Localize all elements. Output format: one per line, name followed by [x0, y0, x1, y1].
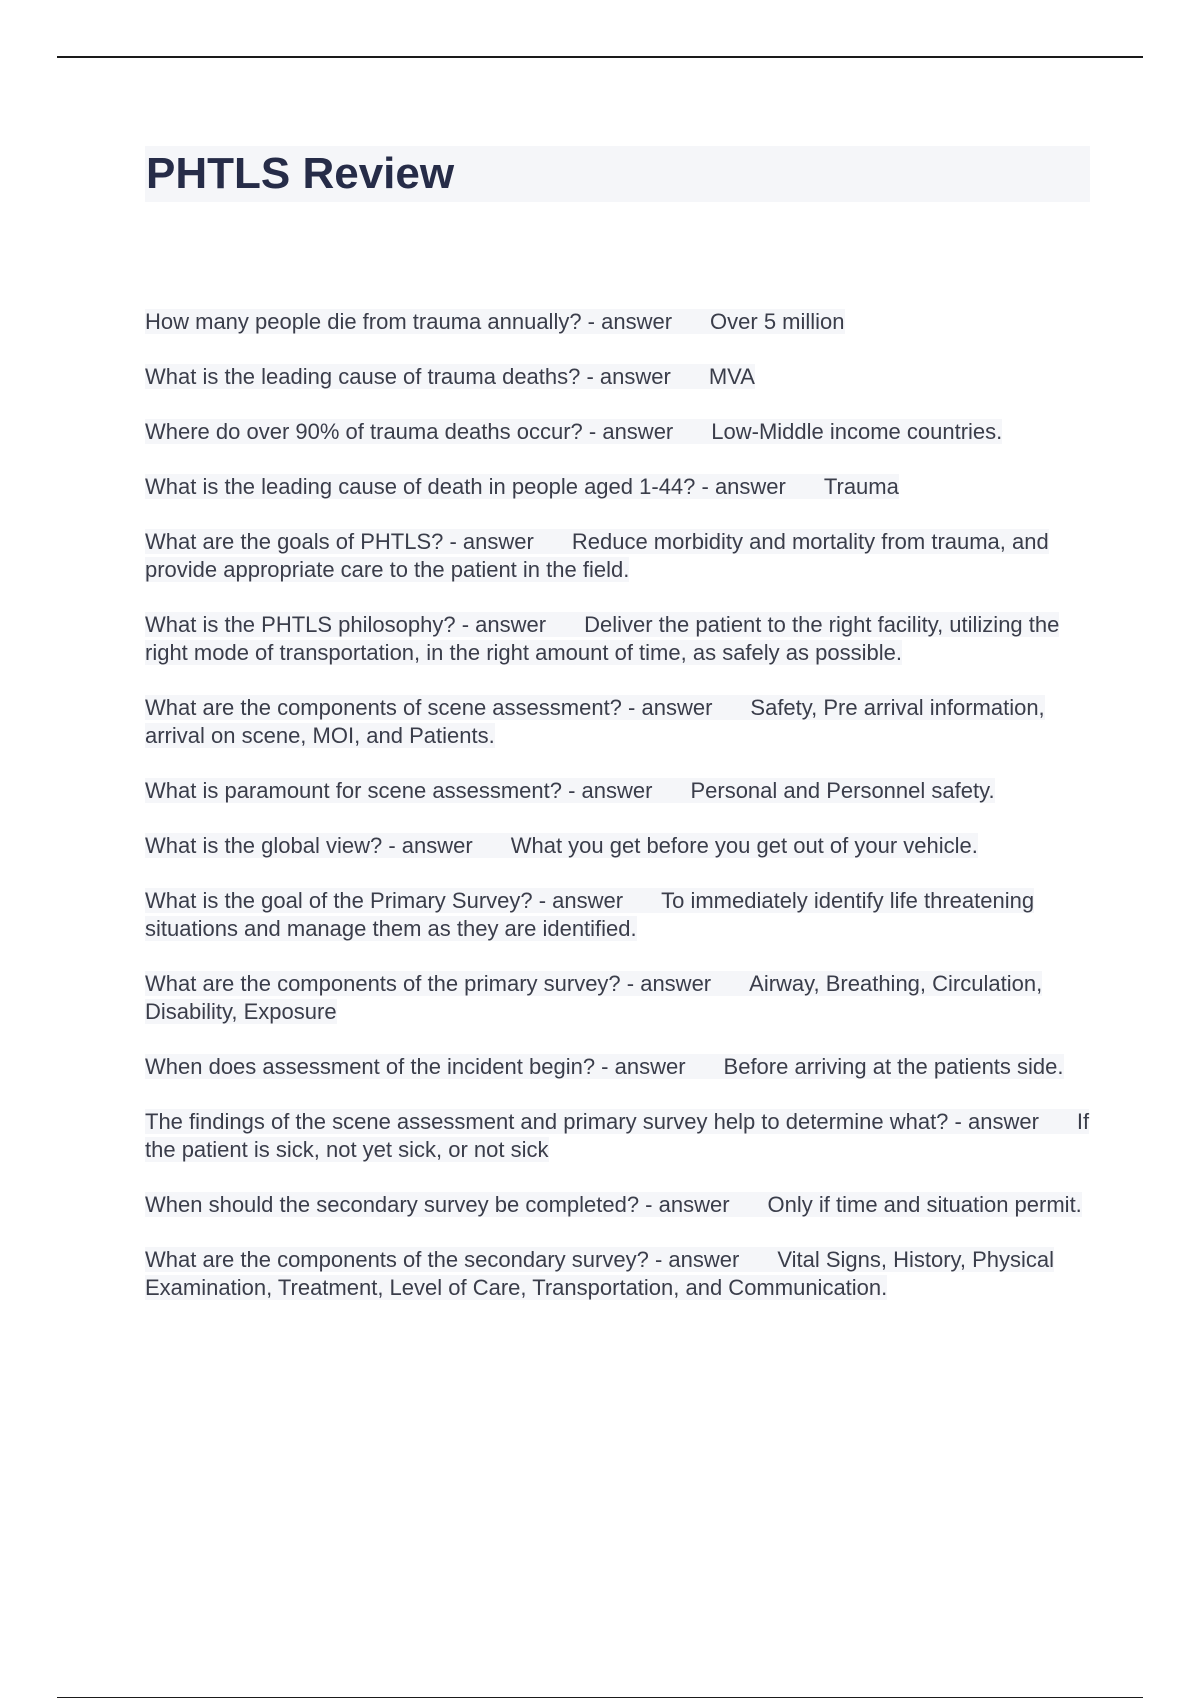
- question-text: What is the PHTLS philosophy? - answer: [145, 612, 547, 637]
- question-text: What is the leading cause of death in people aged 1-44? - answer: [145, 474, 786, 499]
- question-text: Where do over 90% of trauma deaths occur? - answer: [145, 419, 674, 444]
- qa-item: [145, 1246, 1090, 1302]
- answer-text: What you get before you get out of your vehicle.: [510, 833, 978, 858]
- question-text: What is the global view? - answer: [145, 833, 473, 858]
- qa-item: [145, 363, 1090, 391]
- answer-text: Trauma: [823, 474, 899, 499]
- question-text: When does assessment of the incident begin? - answer: [145, 1054, 686, 1079]
- bottom-rule: [57, 1697, 1143, 1698]
- qa-item: [145, 473, 1090, 501]
- answer-text: Vital Signs, History, Physical Examination, Treatment, Level of Care, Transportation, and Communication.: [145, 1247, 1055, 1300]
- title-block: [145, 146, 1090, 202]
- qa-item: [145, 1108, 1090, 1164]
- qa-item: [145, 308, 1090, 336]
- question-text: What are the components of scene assessment? - answer: [145, 695, 713, 720]
- question-text: The findings of the scene assessment and primary survey help to determine what? - answer: [145, 1109, 1039, 1134]
- answer-text: Low-Middle income countries.: [711, 419, 1003, 444]
- answer-text: To immediately identify life threatening situations and manage them as they are identified.: [145, 888, 1035, 941]
- question-text: What is paramount for scene assessment? - answer: [145, 778, 653, 803]
- top-rule: [57, 56, 1143, 58]
- answer-text: Airway, Breathing, Circulation, Disability, Exposure: [145, 971, 1043, 1024]
- answer-text: Safety, Pre arrival information, arrival on scene, MOI, and Patients.: [145, 695, 1045, 748]
- question-text: When should the secondary survey be completed? - answer: [145, 1192, 730, 1217]
- answer-text: If the patient is sick, not yet sick, or not sick: [145, 1109, 1090, 1162]
- question-text: What is the goal of the Primary Survey? - answer: [145, 888, 624, 913]
- answer-text: Before arriving at the patients side.: [723, 1054, 1064, 1079]
- question-text: What is the leading cause of trauma deaths? - answer: [145, 364, 671, 389]
- answer-text: MVA: [708, 364, 755, 389]
- qa-item: [145, 694, 1090, 750]
- qa-item: [145, 611, 1090, 667]
- answer-text: Reduce morbidity and mortality from trauma, and provide appropriate care to the patient in the field.: [145, 529, 1049, 582]
- qa-item: [145, 970, 1090, 1026]
- answer-text: Personal and Personnel safety.: [690, 778, 995, 803]
- question-text: What are the components of the secondary survey? - answer: [145, 1247, 740, 1272]
- qa-item: [145, 832, 1090, 860]
- question-text: What are the goals of PHTLS? - answer: [145, 529, 534, 554]
- qa-item: [145, 418, 1090, 446]
- question-text: How many people die from trauma annually? - answer: [145, 309, 673, 334]
- qa-item: [145, 528, 1090, 584]
- qa-item: [145, 777, 1090, 805]
- document-body: [145, 146, 1090, 1329]
- answer-text: Deliver the patient to the right facility, utilizing the right mode of transportation, in the right amount of time, as safely as possible.: [145, 612, 1060, 665]
- qa-item: [145, 1191, 1090, 1219]
- qa-list: [145, 308, 1090, 1302]
- answer-text: Only if time and situation permit.: [767, 1192, 1082, 1217]
- qa-item: [145, 887, 1090, 943]
- page-title: PHTLS Review: [146, 149, 455, 198]
- question-text: What are the components of the primary survey? - answer: [145, 971, 712, 996]
- qa-item: [145, 1053, 1090, 1081]
- answer-text: Over 5 million: [710, 309, 845, 334]
